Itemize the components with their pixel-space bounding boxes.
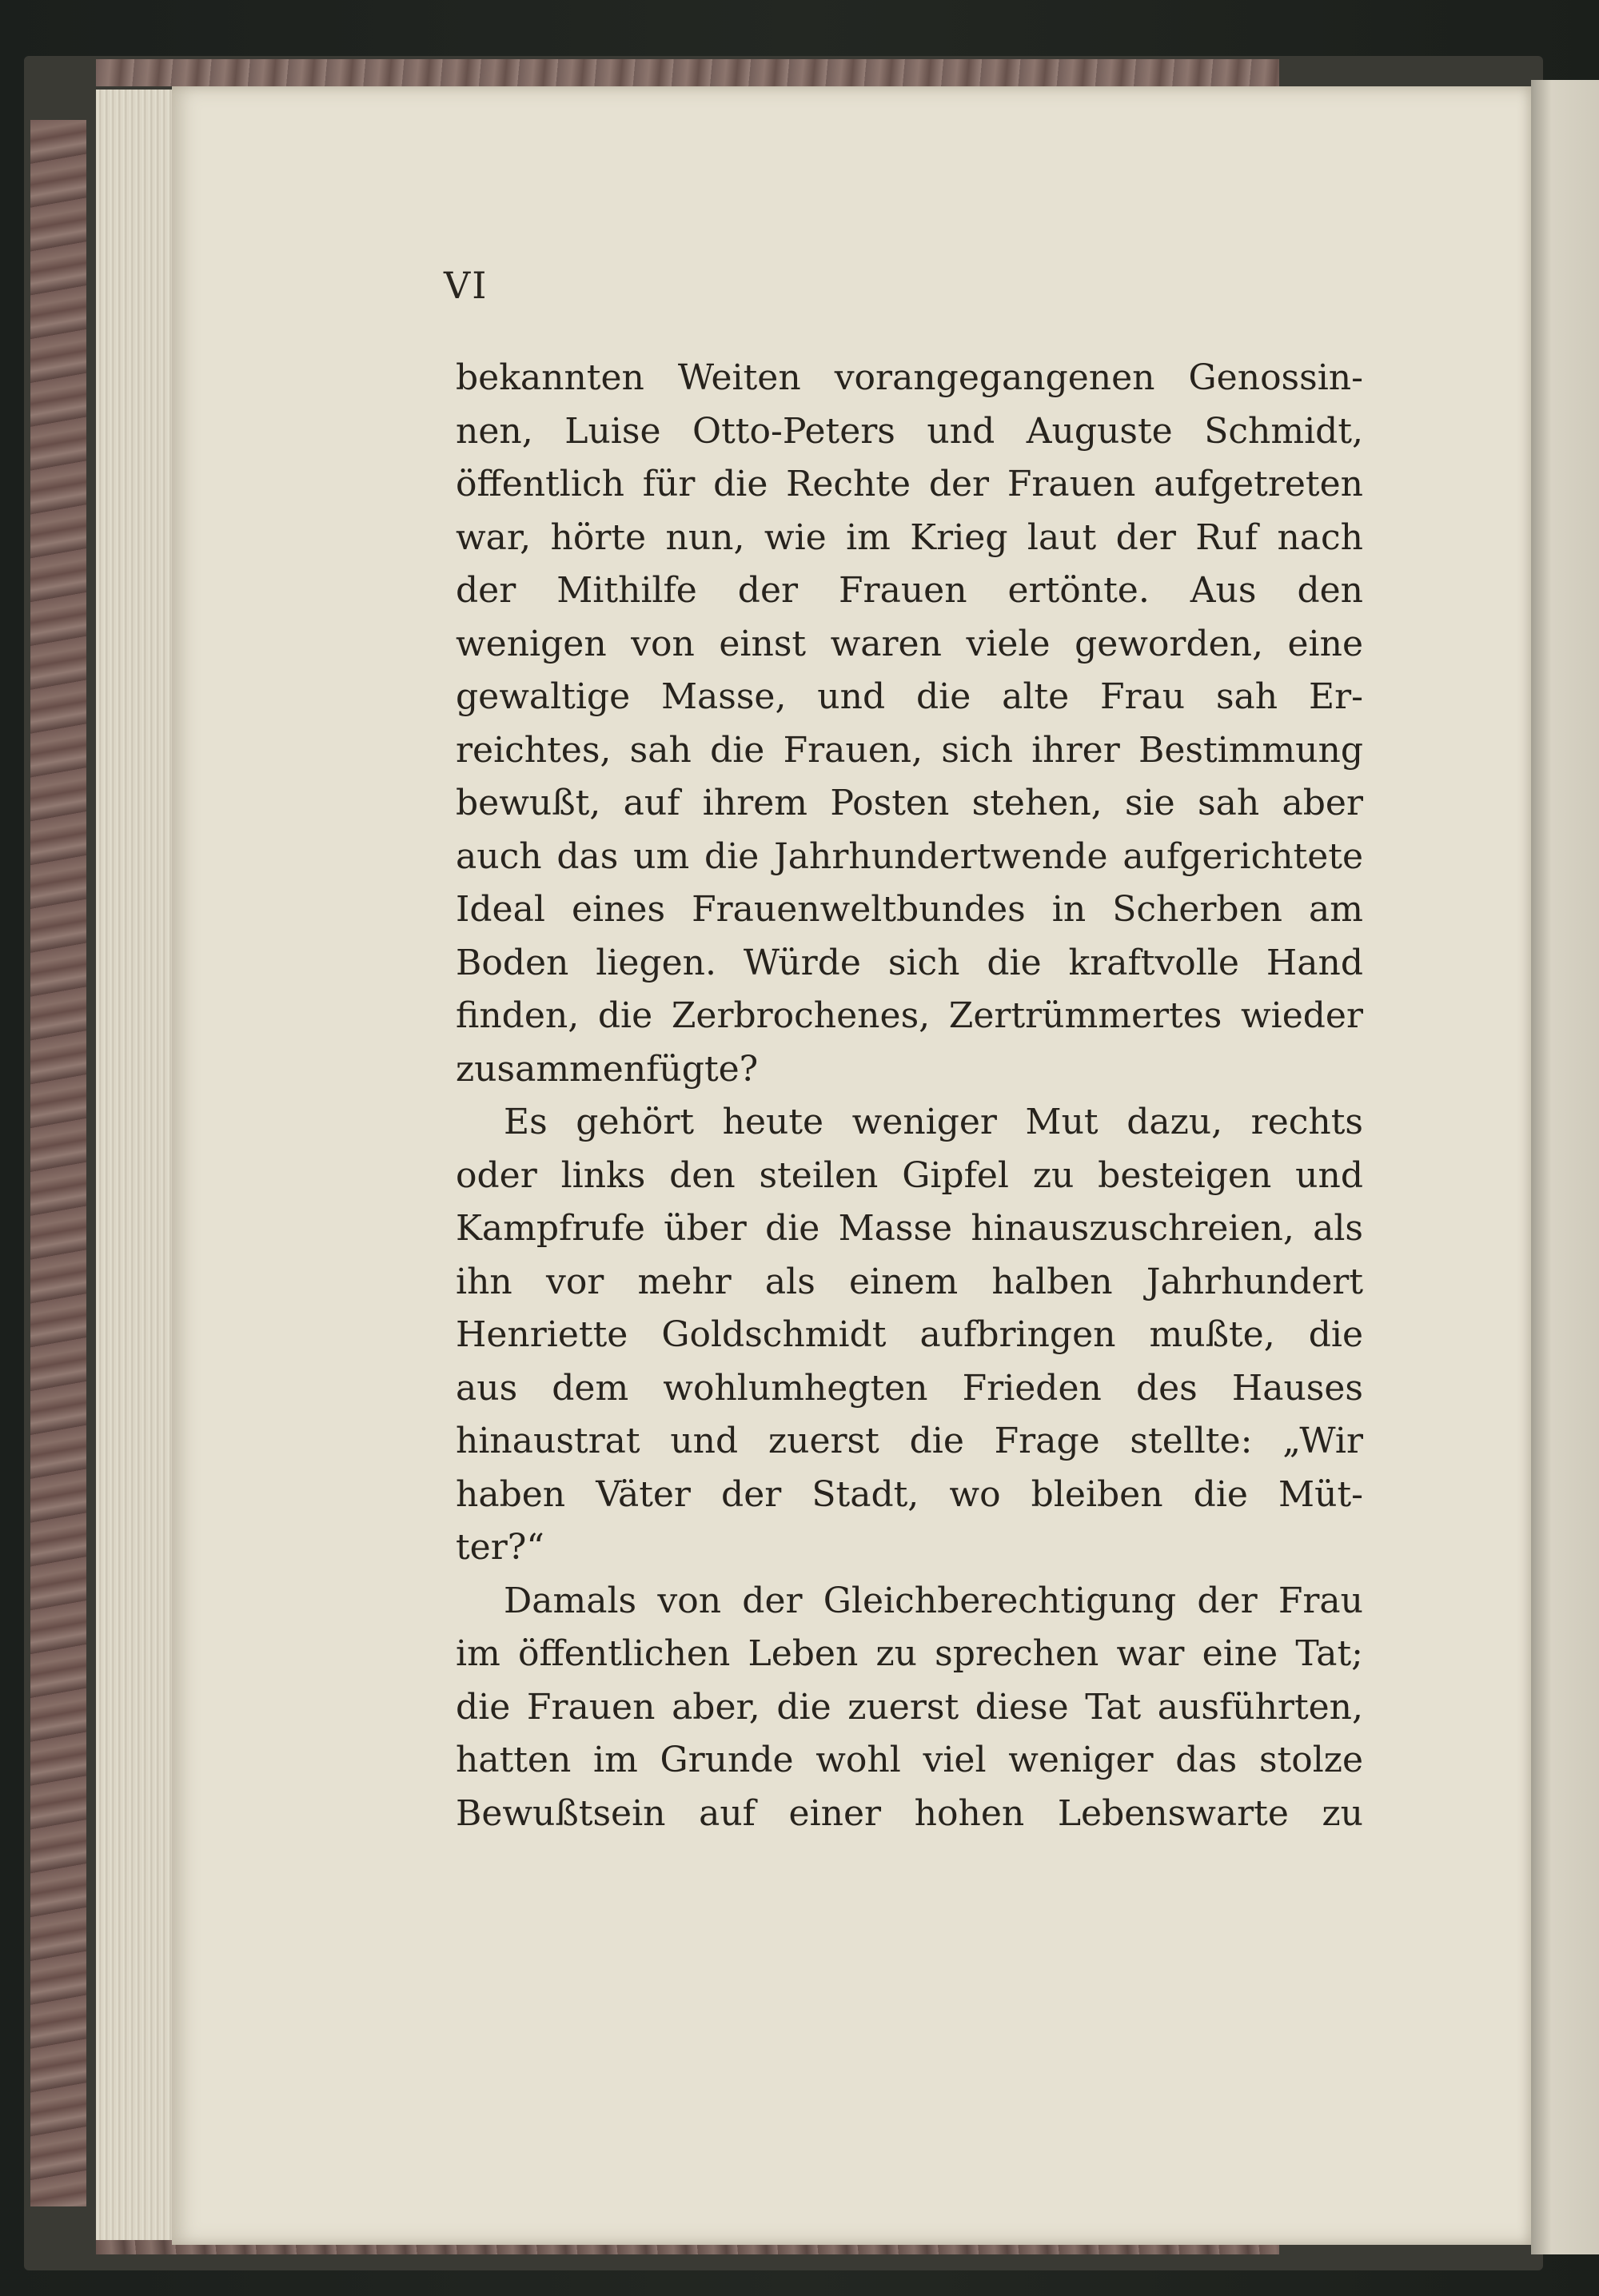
text-line: der Mithilfe der Frauen ertönte. Aus den: [456, 570, 1363, 611]
text-line: gewaltige Masse, und die alte Frau sah Er-: [456, 676, 1363, 717]
text-line: Ideal eines Frauenweltbundes in Scherben am: [456, 889, 1363, 930]
text-line: Damals von der Gleichberechtigung der Frau: [504, 1580, 1363, 1621]
text-line: die Frauen aber, die zuerst diese Tat ausführten,: [456, 1686, 1363, 1728]
text-line: wenigen von einst waren viele geworden, eine: [456, 623, 1363, 664]
text-line: Bewußtsein auf einer hohen Lebenswarte zu: [456, 1792, 1363, 1834]
text-line: im öffentlichen Leben zu sprechen war eine Tat;: [456, 1633, 1363, 1674]
marbled-cover-edge-top: [96, 59, 1279, 86]
text-line: bewußt, auf ihrem Posten stehen, sie sah aber: [456, 783, 1363, 823]
text-line: ihn vor mehr als einem halben Jahrhundert: [456, 1261, 1363, 1302]
page-number: VI: [444, 264, 488, 307]
text-line: haben Väter der Stadt, wo bleiben die Müt-: [456, 1473, 1363, 1515]
facing-page-edge: [1531, 80, 1599, 2254]
body-text: [456, 352, 1363, 1840]
text-line: Kampfrufe über die Masse hinauszuschreien, als: [456, 1208, 1363, 1249]
text-line: hinaustrat und zuerst die Frage stellte: „Wir: [456, 1421, 1363, 1461]
text-line: öffentlich für die Rechte der Frauen aufgetreten: [456, 464, 1363, 504]
page-block-edges: [96, 90, 184, 2240]
text-line: ter?“: [456, 1527, 544, 1568]
text-line: zusammenfügte?: [456, 1048, 759, 1090]
text-line: war, hörte nun, wie im Krieg laut der Ruf nach: [456, 516, 1363, 558]
text-line: aus dem wohlumhegten Frieden des Hauses: [456, 1367, 1363, 1409]
text-line: oder links den steilen Gipfel zu besteigen und: [456, 1154, 1363, 1196]
text-line: Boden liegen. Würde sich die kraftvolle Hand: [456, 942, 1363, 983]
text-line: hatten im Grunde wohl viel weniger das stolze: [456, 1740, 1363, 1780]
marbled-cover-edge-left: [30, 120, 86, 2206]
text-line: auch das um die Jahrhundertwende aufgerichtete: [456, 835, 1363, 877]
text-line: nen, Luise Otto-Peters und Auguste Schmidt,: [456, 410, 1363, 452]
text-line: Henriette Goldschmidt aufbringen mußte, die: [456, 1314, 1363, 1355]
text-line: reichtes, sah die Frauen, sich ihrer Bestimmung: [456, 729, 1363, 771]
text-line: finden, die Zerbrochenes, Zertrümmertes wieder: [456, 995, 1363, 1036]
text-line: Es gehört heute weniger Mut dazu, rechts: [504, 1102, 1363, 1142]
text-line: bekannten Weiten vorangegangenen Genossin-: [456, 357, 1363, 398]
